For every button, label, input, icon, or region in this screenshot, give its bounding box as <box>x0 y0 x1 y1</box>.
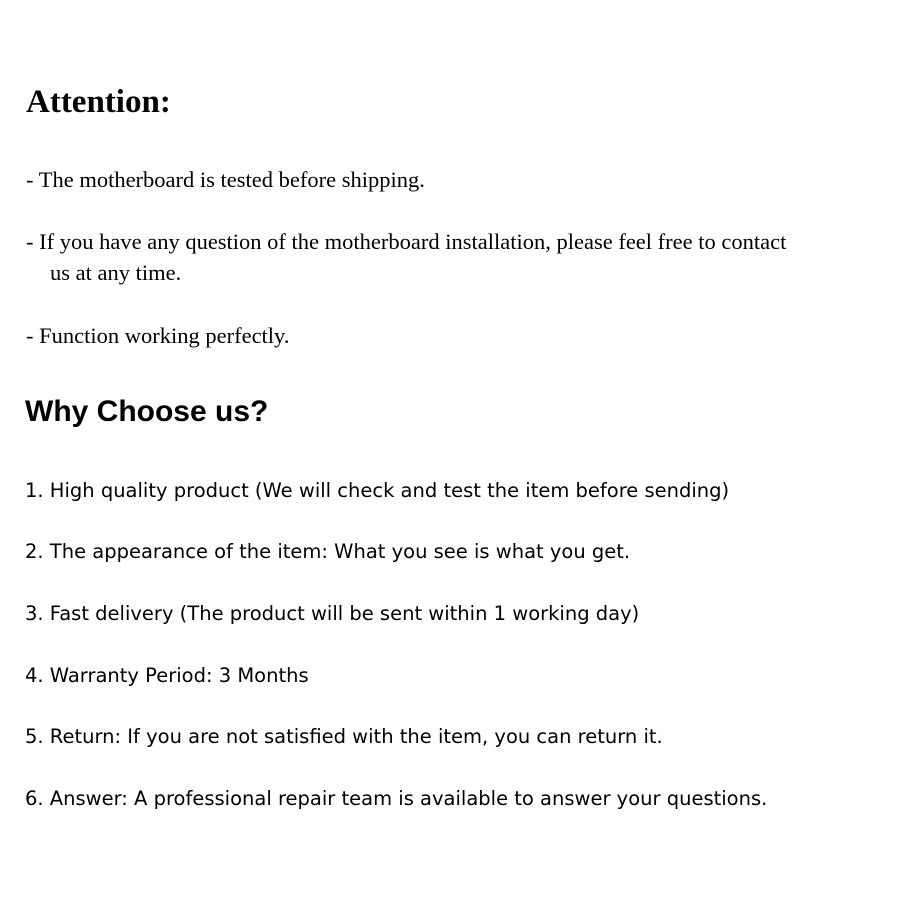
reason-warranty: 4. Warranty Period: 3 Months <box>25 664 309 687</box>
reason-appearance: 2. The appearance of the item: What you see is what you get. <box>25 540 631 563</box>
reason-quality: 1. High quality product (We will check and test the item before sending) <box>25 479 730 502</box>
attention-note-text: - The motherboard is tested before shipping. <box>26 167 425 192</box>
attention-note-tested <box>26 164 425 195</box>
reason-delivery: 3. Fast delivery (The product will be sent within 1 working day) <box>25 602 640 625</box>
why-choose-us-heading: Why Choose us? <box>25 395 269 428</box>
attention-note-text: - If you have any question of the motherboard installation, please feel free to contact <box>26 229 787 254</box>
attention-note-text: - Function working perfectly. <box>26 323 290 348</box>
attention-note-contact <box>26 226 786 288</box>
attention-note-continuation: us at any time. <box>50 260 182 285</box>
reason-answer: 6. Answer: A professional repair team is available to answer your questions. <box>25 787 768 810</box>
reason-return: 5. Return: If you are not satisfied with the item, you can return it. <box>25 725 663 748</box>
attention-note-function <box>26 320 289 351</box>
attention-heading: Attention: <box>26 84 171 120</box>
